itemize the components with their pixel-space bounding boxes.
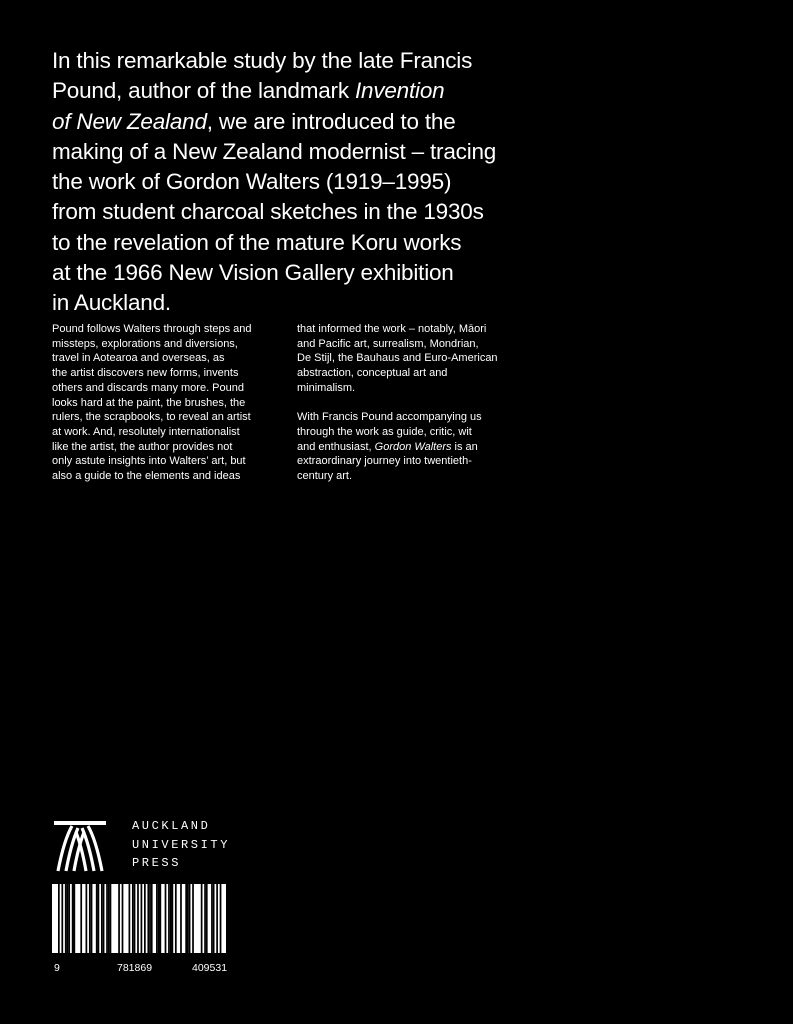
body-line: at work. And, resolutely internationalist	[52, 425, 240, 438]
barcode-bar	[80, 884, 82, 953]
barcode-bar	[89, 884, 91, 953]
barcode-bar	[213, 884, 215, 953]
barcode-bar	[211, 884, 213, 953]
barcode-bar	[86, 884, 88, 953]
barcode-bar	[206, 884, 208, 953]
body-paragraph	[297, 322, 532, 396]
isbn-digit-group: 781869	[117, 962, 153, 974]
barcode-bar	[132, 884, 134, 953]
blurb-line	[52, 107, 542, 137]
body-line: Pound follows Walters through steps and	[52, 323, 252, 335]
barcode-bar	[149, 884, 151, 953]
barcode-bar	[159, 884, 161, 953]
barcode-bar	[189, 884, 191, 953]
blurb-text: , we are introduced to the	[206, 108, 456, 134]
body-column-right	[297, 322, 532, 484]
barcode-bar	[96, 884, 98, 953]
book-title-italic: Gordon Walters	[374, 440, 452, 453]
barcode-bar	[65, 884, 67, 953]
body-line: like the artist, the author provides not	[52, 440, 233, 453]
barcode-bar	[192, 884, 194, 953]
blurb-line	[52, 76, 542, 106]
barcode-bar	[141, 884, 143, 953]
barcode-bar	[106, 884, 108, 953]
body-line: minimalism.	[297, 381, 356, 394]
body-paragraph	[52, 322, 284, 484]
blurb-line: from student charcoal sketches in the 1930s	[52, 199, 484, 225]
body-line: through the work as guide, critic, wit	[297, 425, 472, 438]
body-line: also a guide to the elements and ideas	[52, 470, 241, 483]
publisher-name-line: UNIVERSITY	[132, 837, 231, 852]
barcode-bar	[137, 884, 139, 953]
barcode-bar	[187, 884, 189, 953]
isbn-barcode	[52, 884, 226, 953]
barcode-bar	[98, 884, 100, 953]
barcode-bar	[103, 884, 105, 953]
book-title-italic: Invention	[354, 78, 445, 104]
body-line	[297, 440, 532, 455]
body-line: abstraction, conceptual art and	[297, 367, 448, 380]
blurb-line: to the revelation of the mature Koru works	[52, 229, 462, 255]
barcode-bar	[134, 884, 136, 953]
publisher-name-line: AUCKLAND	[132, 819, 211, 833]
barcode-bar	[185, 884, 187, 953]
barcode-bar	[168, 884, 170, 953]
blurb-text: Pound, author of the landmark	[52, 78, 355, 104]
barcode-bar	[172, 884, 174, 953]
body-line: travel in Aotearoa and overseas, as	[52, 352, 225, 365]
body-text: and enthusiast,	[297, 440, 375, 453]
barcode-bar	[158, 884, 160, 953]
body-line: rulers, the scrapbooks, to reveal an artist	[52, 411, 251, 424]
body-line: looks hard at the paint, the brushes, the	[52, 396, 246, 409]
barcode-bar	[201, 884, 203, 953]
blurb-line: the work of Gordon Walters (1919–1995)	[52, 169, 452, 195]
barcode-bar	[118, 884, 120, 953]
blurb-line: making of a New Zealand modernist – tracing	[52, 138, 497, 164]
barcode-bar	[122, 884, 124, 953]
barcode-bar	[156, 884, 158, 953]
body-line: and Pacific art, surrealism, Mondrian,	[297, 337, 479, 350]
barcode-bar	[68, 884, 70, 953]
barcode-bar	[110, 884, 112, 953]
body-paragraph	[297, 410, 532, 484]
barcode-bar	[101, 884, 103, 953]
barcode-bar	[108, 884, 110, 953]
body-line: missteps, explorations and diversions,	[52, 337, 238, 350]
barcode-bar	[165, 884, 167, 953]
cover-blurb	[52, 46, 542, 319]
body-line: De Stijl, the Bauhaus and Euro-American	[297, 352, 498, 365]
publisher-name-line: PRESS	[132, 856, 182, 870]
blurb-line: at the 1966 New Vision Gallery exhibition	[52, 260, 454, 286]
barcode-bar	[67, 884, 69, 953]
barcode-bar	[151, 884, 153, 953]
barcode-bar	[91, 884, 93, 953]
barcode-bars	[52, 884, 226, 953]
isbn-number	[52, 962, 230, 976]
barcode-bar	[58, 884, 60, 953]
isbn-digit-group: 409531	[192, 962, 228, 974]
barcode-bar	[147, 884, 149, 953]
barcode-bar	[72, 884, 74, 953]
body-column-left	[52, 322, 284, 484]
barcode-bar	[129, 884, 131, 953]
publisher-name	[132, 817, 230, 873]
body-text: is an	[451, 440, 478, 453]
barcode-bar	[220, 884, 222, 953]
body-line: century art.	[297, 470, 353, 483]
barcode-bar	[175, 884, 177, 953]
body-line: the artist discovers new forms, invents	[52, 367, 239, 380]
body-line: extraordinary journey into twentieth-	[297, 455, 472, 468]
body-line: others and discards many more. Pound	[52, 381, 244, 394]
publisher-imprint	[52, 820, 230, 872]
isbn-digit-group: 9	[54, 962, 60, 974]
barcode-bar	[216, 884, 218, 953]
body-line: that informed the work – notably, Māori	[297, 323, 487, 335]
barcode-bar	[180, 884, 182, 953]
aup-arch-logo-icon	[52, 820, 108, 872]
blurb-line: in Auckland.	[52, 290, 171, 316]
book-title-italic: of New Zealand	[52, 108, 207, 134]
barcode-bar	[61, 884, 63, 953]
barcode-bar	[73, 884, 75, 953]
barcode-bar	[144, 884, 146, 953]
body-line: only astute insights into Walters’ art, but	[52, 455, 246, 468]
blurb-line: In this remarkable study by the late Francis	[52, 48, 473, 73]
barcode-bar	[170, 884, 172, 953]
body-line: With Francis Pound accompanying us	[297, 411, 482, 424]
barcode-bar	[204, 884, 206, 953]
